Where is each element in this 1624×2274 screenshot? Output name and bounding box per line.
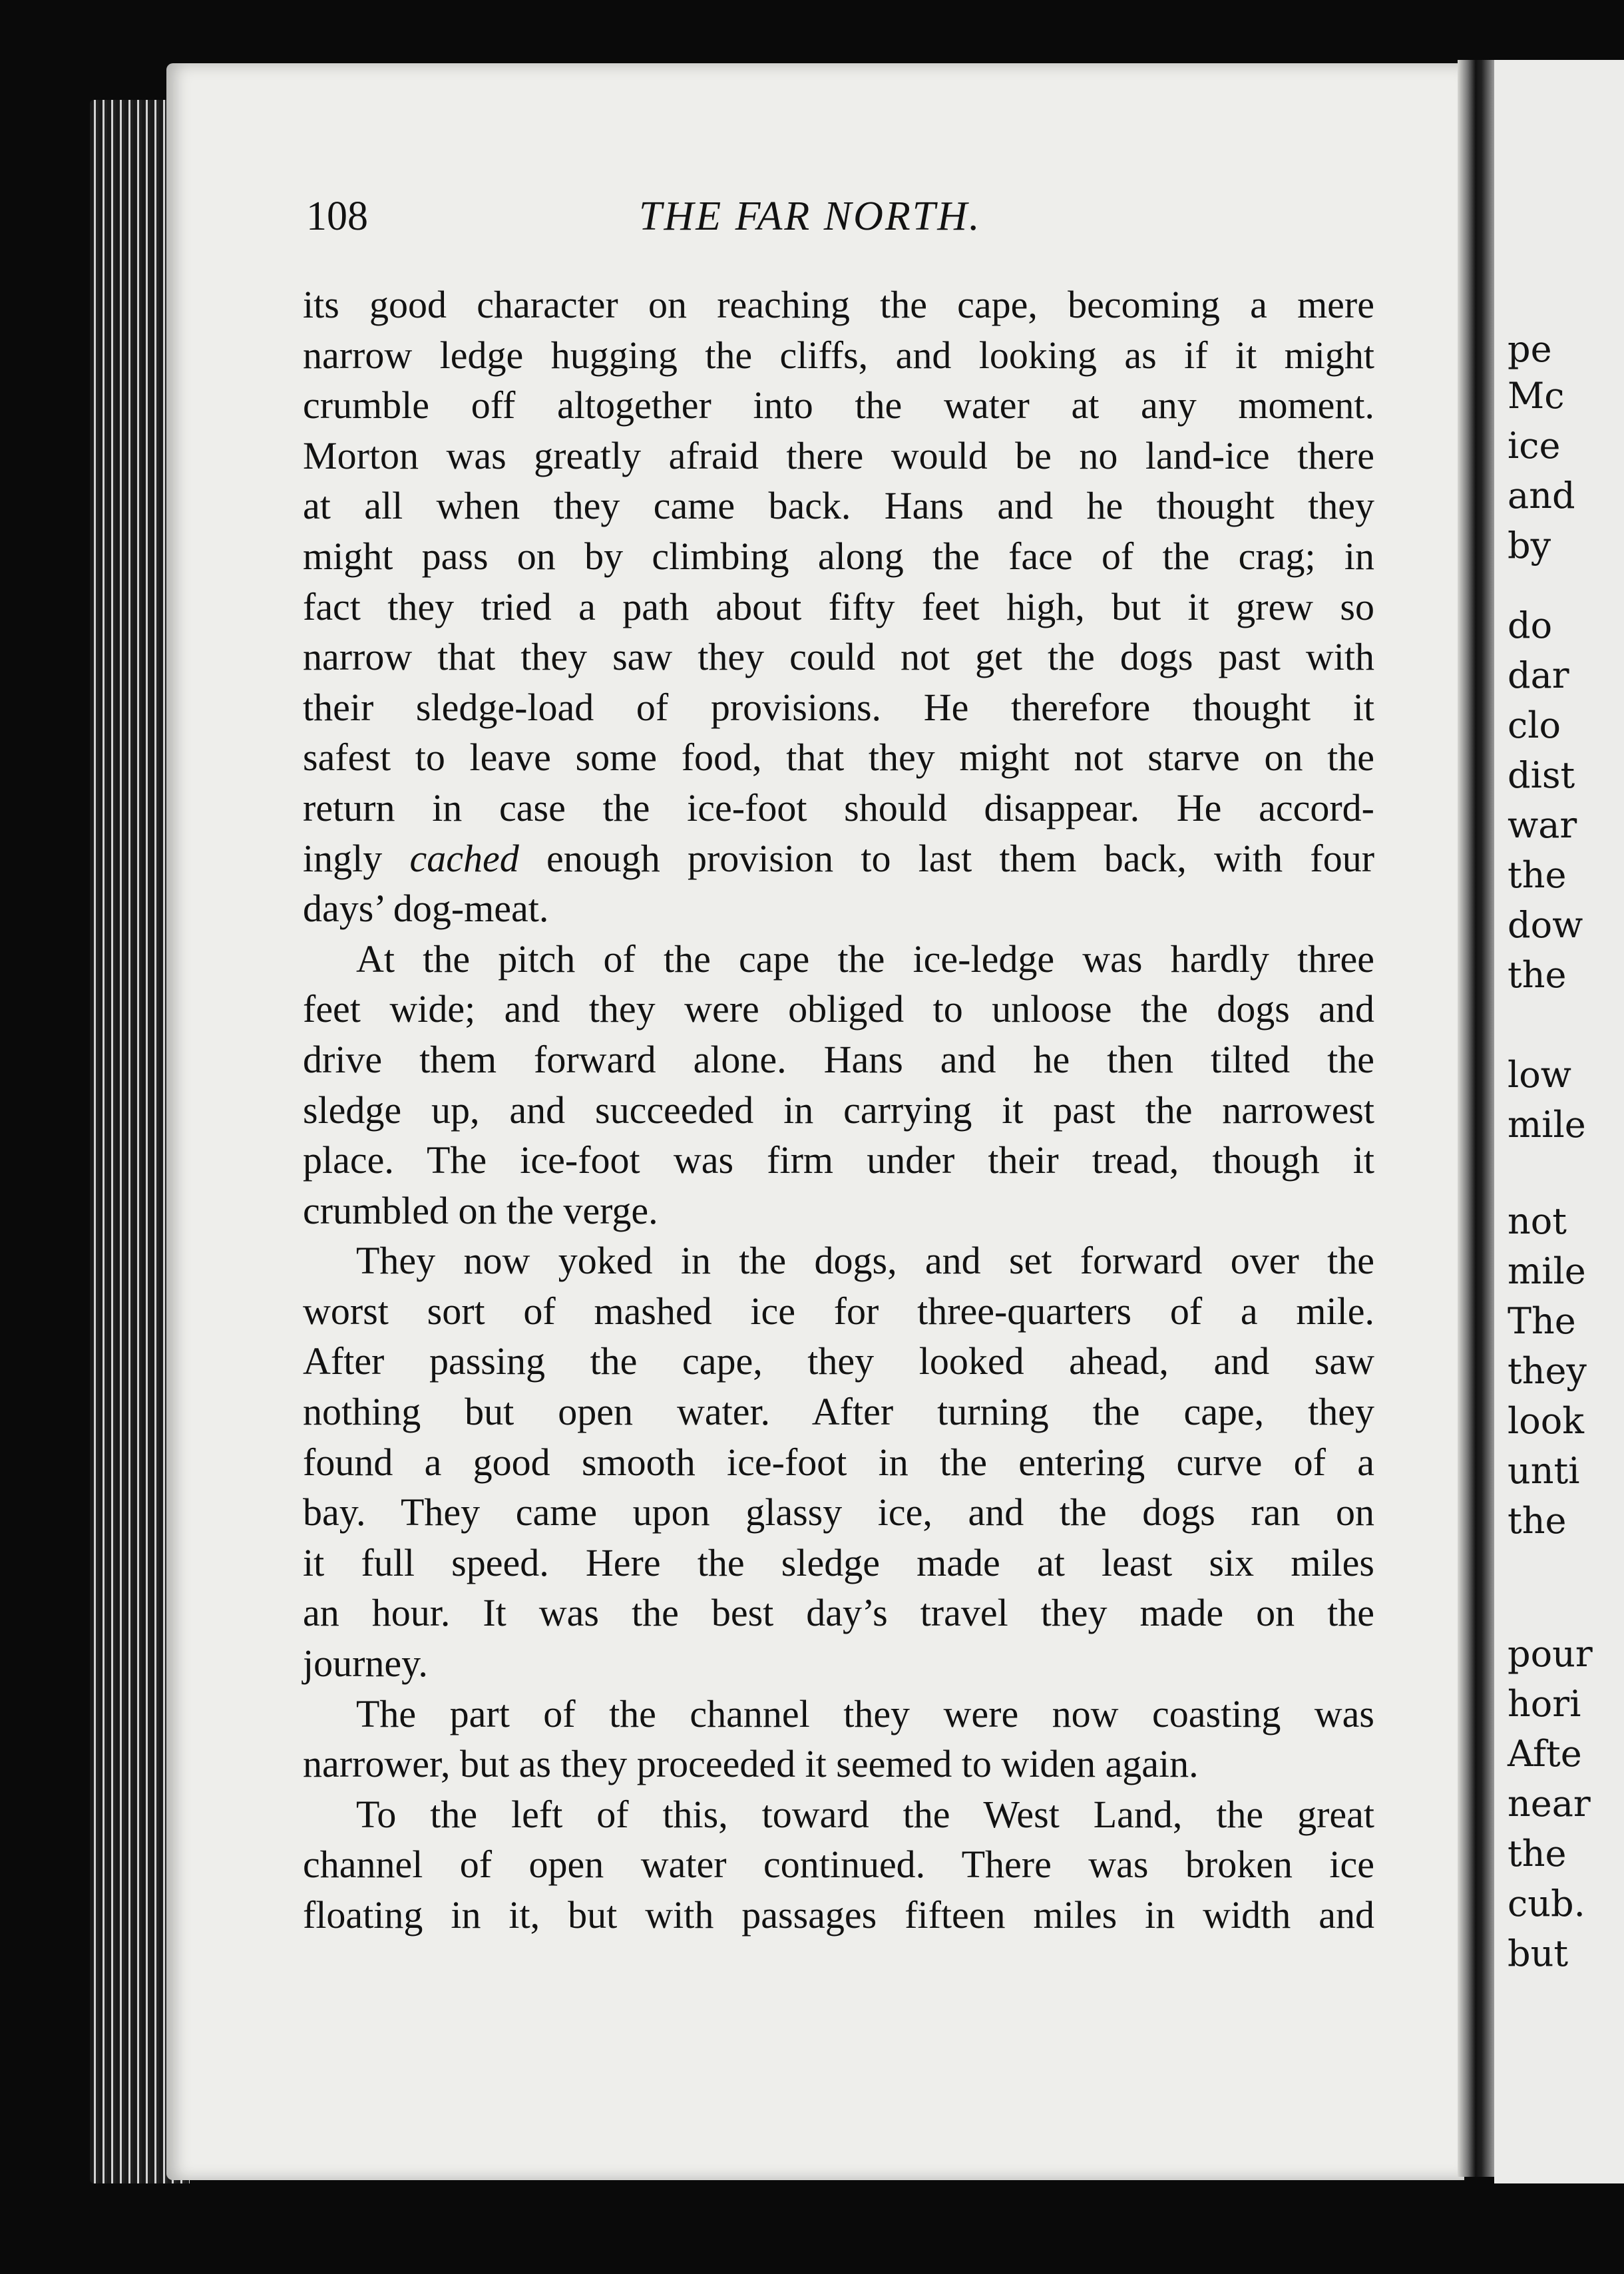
- text-line: bay. They came upon glassy ice, and the dogs ran on: [303, 1490, 1374, 1534]
- facing-page-fragment: dist: [1508, 754, 1575, 796]
- text-line: They now yoked in the dogs, and set forward over the: [356, 1239, 1374, 1283]
- running-head: [306, 193, 1371, 246]
- facing-page-fragment: dar: [1508, 654, 1569, 696]
- text-line: their sledge-load of provisions. He therefore thought it: [303, 685, 1374, 729]
- facing-page-fragment: cub.: [1508, 1883, 1585, 1925]
- facing-page-fragment: Afte: [1508, 1733, 1582, 1775]
- facing-page-fragment: the: [1508, 1500, 1567, 1542]
- text-line: [303, 833, 1374, 884]
- text-line: narrow that they saw they could not get the dogs past with: [303, 635, 1374, 679]
- facing-page-fragment: low: [1508, 1054, 1572, 1096]
- book-gutter: [1458, 60, 1498, 2177]
- facing-page-fragment: not: [1508, 1200, 1567, 1242]
- facing-page-fragment: near: [1508, 1783, 1591, 1825]
- body-text: [303, 280, 1374, 1940]
- text-line: an hour. It was the best day’s travel they made on the: [303, 1591, 1374, 1635]
- text-line: safest to leave some food, that they might not starve on the: [303, 736, 1374, 780]
- text-line: narrow ledge hugging the cliffs, and looking as if it might: [303, 333, 1374, 377]
- facing-page-fragment: they: [1508, 1350, 1587, 1392]
- facing-page-fragment: The: [1508, 1300, 1576, 1342]
- book-page-right-partial: [1494, 60, 1624, 2183]
- text-line: worst sort of mashed ice for three-quarters of a mile.: [303, 1289, 1374, 1333]
- text-line: place. The ice-foot was firm under their tread, though it: [303, 1138, 1374, 1182]
- text-line: To the left of this, toward the West Land, the great: [356, 1792, 1374, 1836]
- text-fragment: ingly: [303, 836, 410, 880]
- facing-page-fragment: unti: [1508, 1450, 1580, 1492]
- text-line: journey.: [303, 1642, 428, 1686]
- facing-page-fragment: Mc: [1508, 375, 1565, 417]
- facing-page-fragment: dow: [1508, 904, 1583, 946]
- page-number: 108: [306, 194, 368, 239]
- facing-page-fragment: the: [1508, 1833, 1567, 1875]
- facing-page-fragment: mile: [1508, 1250, 1586, 1292]
- text-line: its good character on reaching the cape, becoming a mere: [303, 283, 1374, 326]
- facing-page-fragment: the: [1508, 954, 1567, 996]
- facing-page-fragment: clo: [1508, 704, 1561, 746]
- facing-page-fragment: mile: [1508, 1104, 1586, 1146]
- text-line: At the pitch of the cape the ice-ledge was hardly three: [356, 937, 1374, 981]
- text-line: crumble off altogether into the water at any moment.: [303, 383, 1374, 427]
- text-line: return in case the ice-foot should disappear. He accord-: [303, 786, 1374, 829]
- facing-page-fragment: by: [1508, 525, 1551, 567]
- text-line: nothing but open water. After turning the cape, they: [303, 1390, 1374, 1434]
- facing-page-fragment: pe: [1508, 328, 1552, 370]
- facing-page-fragment: the: [1508, 854, 1567, 896]
- facing-page-fragment: ice: [1508, 425, 1561, 467]
- text-line: floating in it, but with passages fifteen miles in width and: [303, 1893, 1374, 1936]
- text-line: days’ dog-meat.: [303, 887, 549, 931]
- text-line: sledge up, and succeeded in carrying it past the narrowest: [303, 1088, 1374, 1132]
- facing-page-fragment: hori: [1508, 1683, 1581, 1725]
- text-line: drive them forward alone. Hans and he then tilted the: [303, 1037, 1374, 1081]
- text-line: Morton was greatly afraid there would be no land-ice there: [303, 433, 1374, 477]
- italic-word: cached: [409, 836, 519, 880]
- text-line: it full speed. Here the sledge made at least six miles: [303, 1540, 1374, 1584]
- text-line: fact they tried a path about fifty feet high, but it grew so: [303, 584, 1374, 628]
- book-title: THE FAR NORTH.: [639, 194, 982, 239]
- text-line: might pass on by climbing along the face of the crag; in: [303, 534, 1374, 578]
- text-line: at all when they came back. Hans and he thought they: [303, 484, 1374, 528]
- facing-page-fragment: look: [1508, 1400, 1585, 1442]
- text-line: found a good smooth ice-foot in the entering curve of a: [303, 1440, 1374, 1484]
- facing-page-fragment: but: [1508, 1933, 1569, 1974]
- text-line: channel of open water continued. There was broken ice: [303, 1843, 1374, 1887]
- facing-page-fragment: war: [1508, 804, 1577, 846]
- text-line: crumbled on the verge.: [303, 1188, 658, 1232]
- facing-page-fragment: pour: [1508, 1633, 1593, 1675]
- text-fragment: enough provision to last them back, with four: [518, 836, 1375, 880]
- facing-page-fragment: and: [1508, 475, 1575, 517]
- facing-page-fragment: do: [1508, 604, 1553, 646]
- text-line: feet wide; and they were obliged to unloose the dogs and: [303, 987, 1374, 1031]
- text-line: narrower, but as they proceeded it seemed to widen again.: [303, 1742, 1199, 1786]
- text-line: After passing the cape, they looked ahead, and saw: [303, 1339, 1374, 1383]
- text-line: The part of the channel they were now coasting was: [356, 1692, 1374, 1735]
